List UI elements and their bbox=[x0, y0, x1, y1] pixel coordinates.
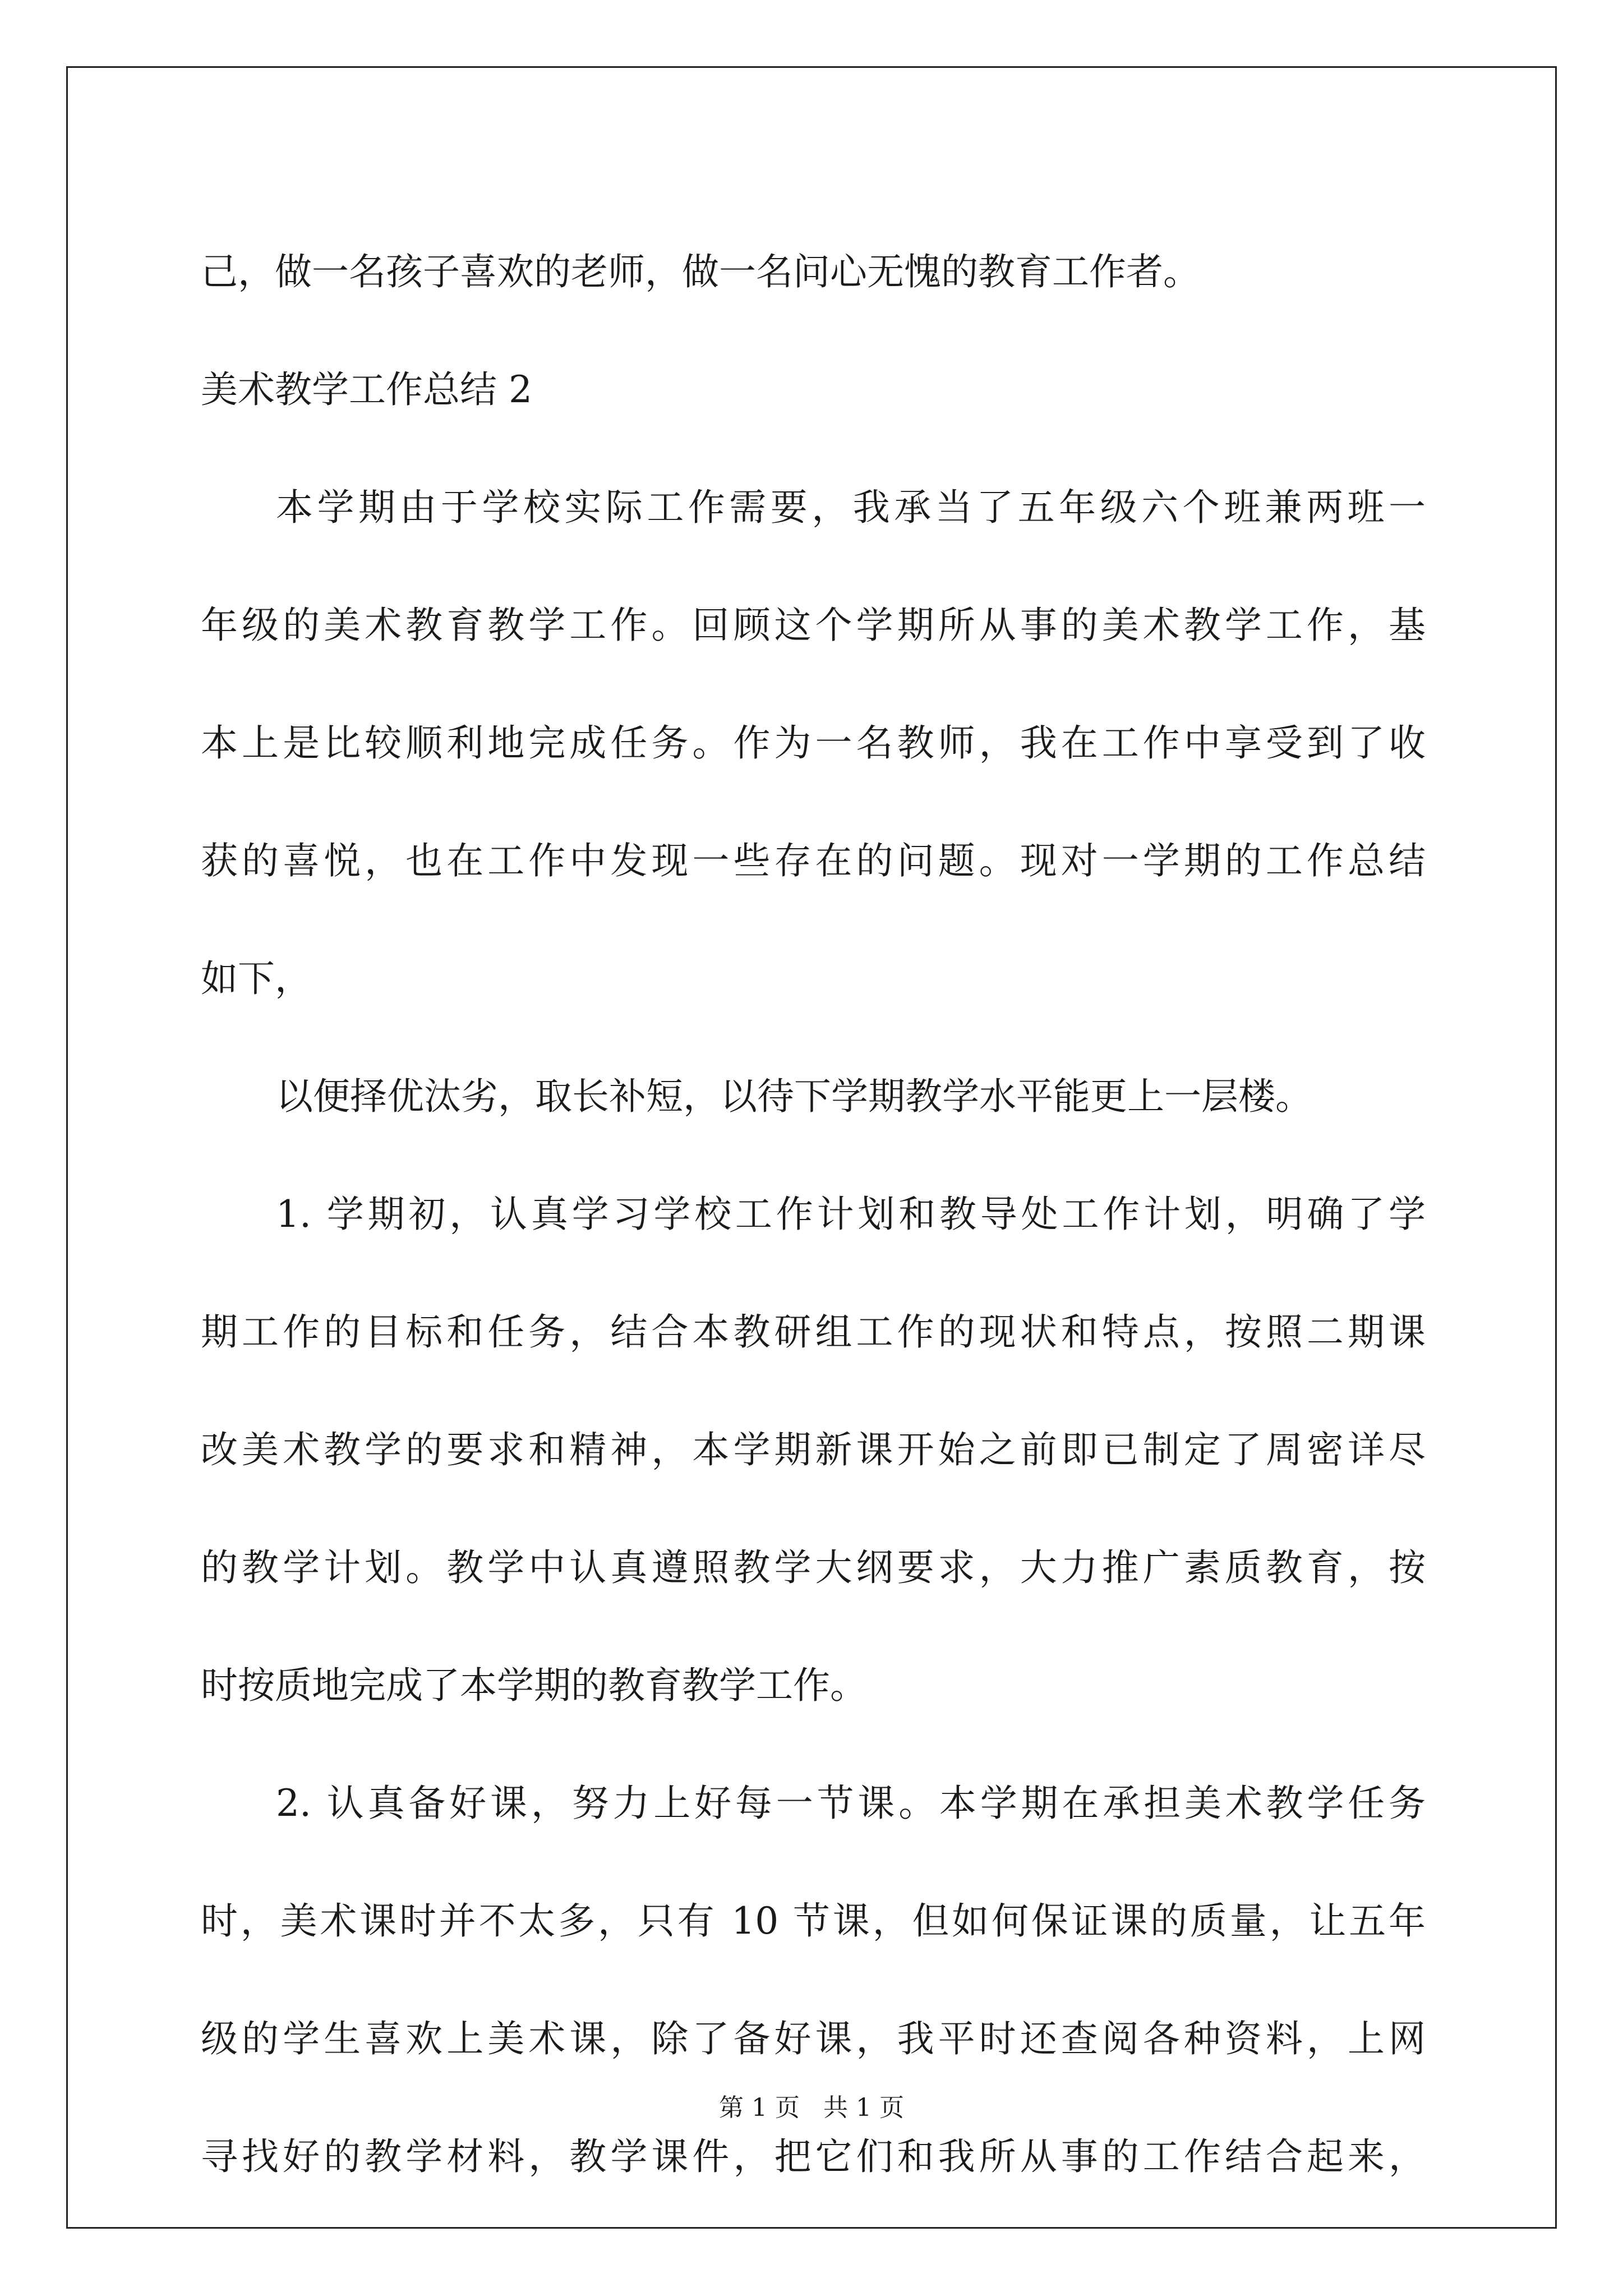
page-footer: 第 1 页 共 1 页 bbox=[719, 2093, 904, 2122]
text-line: 年级的美术教育教学工作。回顾这个学期所从事的美术教学工作，基 bbox=[201, 604, 1426, 647]
text-line: 寻找好的教学材料，教学课件，把它们和我所从事的工作结合起来， bbox=[201, 2135, 1426, 2178]
text-line: 如下， bbox=[201, 957, 312, 1000]
text-line: 2. 认真备好课，努力上好每一节课。本学期在承担美术教学任务 bbox=[276, 1782, 1426, 1825]
text-line: 获的喜悦，也在工作中发现一些存在的问题。现对一学期的工作总结 bbox=[201, 839, 1426, 882]
text-line: 本学期由于学校实际工作需要，我承当了五年级六个班兼两班一 bbox=[276, 486, 1426, 529]
text-line: 本上是比较顺利地完成任务。作为一名教师，我在工作中享受到了收 bbox=[201, 721, 1426, 765]
text-line: 期工作的目标和任务，结合本教研组工作的现状和特点，按照二期课 bbox=[201, 1310, 1426, 1354]
section-heading: 美术教学工作总结 2 bbox=[201, 368, 532, 411]
text-line: 己，做一名孩子喜欢的老师，做一名问心无愧的教育工作者。 bbox=[201, 250, 1200, 293]
text-line: 的教学计划。教学中认真遵照教学大纲要求，大力推广素质教育，按 bbox=[201, 1546, 1426, 1589]
document-body bbox=[201, 213, 1426, 2216]
text-line: 级的学生喜欢上美术课，除了备好课，我平时还查阅各种资料，上网 bbox=[201, 2017, 1426, 2060]
text-line: 以便择优汰劣，取长补短，以待下学期教学水平能更上一层楼。 bbox=[276, 1075, 1312, 1118]
text-line: 改美术教学的要求和精神，本学期新课开始之前即已制定了周密详尽 bbox=[201, 1428, 1426, 1471]
text-line: 时按质地完成了本学期的教育教学工作。 bbox=[201, 1664, 867, 1707]
text-line: 1. 学期初，认真学习学校工作计划和教导处工作计划，明确了学 bbox=[276, 1193, 1426, 1236]
text-line: 时，美术课时并不太多，只有 10 节课，但如何保证课的质量，让五年 bbox=[201, 1899, 1426, 1943]
